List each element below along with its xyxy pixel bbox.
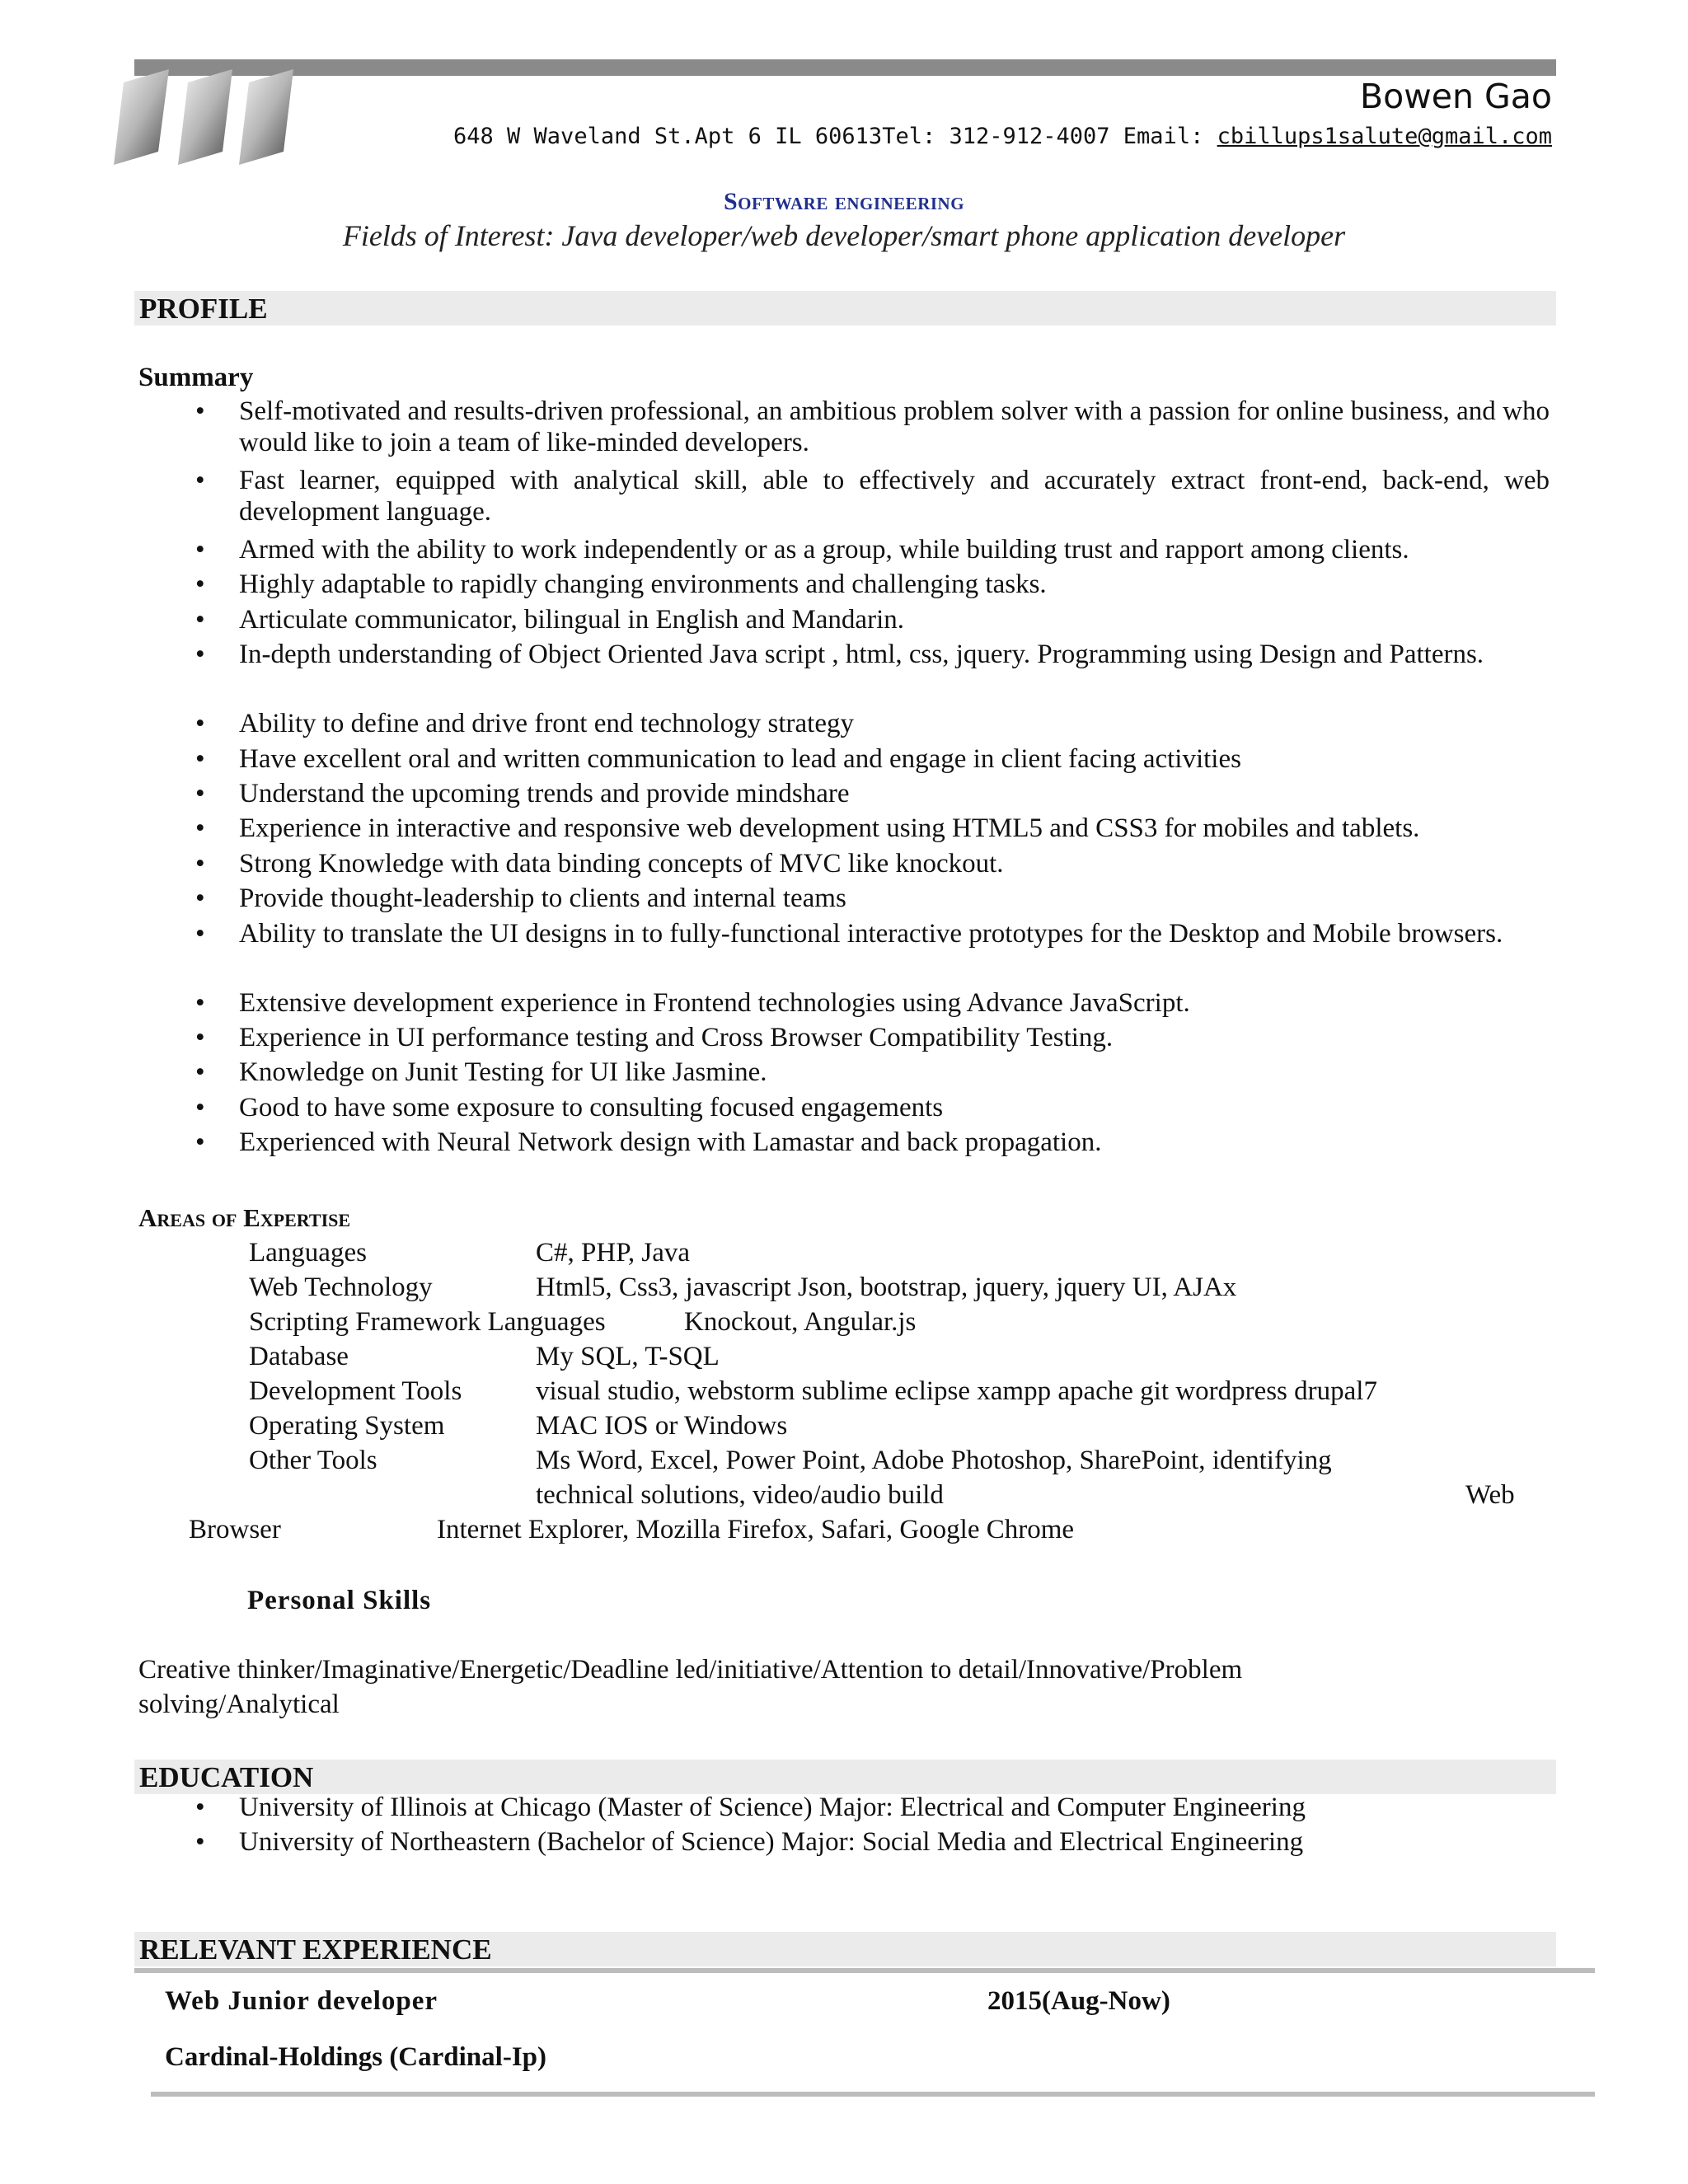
education-text: University of Northeastern (Bachelor of Science) Major: Social Media and Electrical Engineering — [239, 1827, 1304, 1857]
bullet-text: Have excellent oral and written communication to lead and engage in client facing activities — [239, 743, 1241, 774]
bullet-text: Armed with the ability to work independently or as a group, while building trust and rapport among clients. — [239, 535, 1409, 565]
bullet-text: Extensive development experience in Frontend technologies using Advance JavaScript. — [239, 987, 1190, 1018]
address-phone: 648 W Waveland St.Apt 6 IL 60613Tel: 312-912-4007 — [453, 124, 1110, 149]
other-tools-continuation: technical solutions, video/audio build — [536, 1480, 944, 1510]
bullet-dot: • — [195, 396, 205, 426]
bullet-text: Self-motivated and results-driven professional, an ambitious problem solver with a passion for online business, and who would like to join a team of like-minded developers. — [239, 396, 1550, 457]
section-experience — [134, 1932, 1556, 1966]
expertise-label: Languages — [249, 1238, 367, 1268]
expertise-value: My SQL, T-SQL — [536, 1342, 720, 1371]
expertise-value: Knockout, Angular.js — [684, 1307, 917, 1337]
bullet-dot: • — [195, 604, 205, 635]
bullet-text: Ability to translate the UI designs in to fully-functional interactive prototypes for the Desktop and Mobile browsers. — [239, 918, 1503, 949]
bullet-dot: • — [195, 779, 205, 808]
bullet-dot: • — [195, 918, 205, 949]
expertise-label: Database — [249, 1342, 349, 1371]
bullet-text: Experience in UI performance testing and Cross Browser Compatibility Testing. — [239, 1023, 1114, 1052]
bullet-dot: • — [195, 1827, 205, 1857]
bullet-dot: • — [195, 535, 205, 565]
education-text: University of Illinois at Chicago (Master of Science) Major: Electrical and Computer Engineering — [239, 1793, 1306, 1822]
bullet-text: Good to have some exposure to consulting focused engagements — [239, 1092, 944, 1122]
header-rule — [134, 59, 1556, 76]
bullet-dot: • — [195, 466, 205, 495]
section-heading: RELEVANT EXPERIENCE — [139, 1933, 492, 1966]
personal-skills-line-1: Creative thinker/Imaginative/Energetic/Deadline led/initiative/Attention to detail/Innovative/Problem — [138, 1655, 1243, 1685]
email-label: Email: — [1123, 124, 1204, 149]
bullet-text: Experienced with Neural Network design with Lamastar and back propagation. — [239, 1127, 1102, 1158]
bullet-dot: • — [195, 1092, 205, 1122]
bullet-dot: • — [195, 1057, 205, 1088]
bullet-text: Understand the upcoming trends and provide mindshare — [239, 779, 850, 808]
bullet-dot: • — [195, 987, 205, 1018]
bullet-text: In-depth understanding of Object Oriented Java script , html, css, jquery. Programming using Design and Patterns. — [239, 640, 1484, 670]
bullet-dot: • — [195, 848, 205, 879]
email-link[interactable]: cbillups1salute@gmail.com — [1217, 124, 1552, 149]
personal-skills-line-2: solving/Analytical — [138, 1690, 340, 1719]
logo-graphic — [107, 59, 338, 166]
expertise-value: visual studio, webstorm sublime eclipse xampp apache git wordpress drupal7 — [536, 1376, 1377, 1406]
fields-of-interest: Fields of Interest: Java developer/web developer/smart phone application developer — [342, 219, 1346, 252]
section-profile — [134, 291, 1556, 326]
expertise-value: Html5, Css3, javascript Json, bootstrap, jquery, jquery UI, AJAx — [536, 1272, 1237, 1302]
bullet-text: Highly adaptable to rapidly changing environments and challenging tasks. — [239, 569, 1047, 600]
personal-skills-heading: Personal Skills — [247, 1586, 432, 1615]
bullet-text: Strong Knowledge with data binding concepts of MVC like knockout. — [239, 848, 1004, 879]
web-word: Web — [1465, 1480, 1515, 1510]
section-heading: PROFILE — [139, 293, 268, 325]
bullet-text: Provide thought-leadership to clients and internal teams — [239, 883, 846, 914]
bullet-dot: • — [195, 640, 205, 670]
bullet-text: Ability to define and drive front end technology strategy — [239, 709, 854, 739]
contact-line — [453, 124, 1552, 149]
bullet-dot: • — [195, 813, 205, 844]
browser-value: Internet Explorer, Mozilla Firefox, Safari, Google Chrome — [437, 1515, 1075, 1544]
expertise-label: Development Tools — [249, 1376, 462, 1406]
bullet-dot: • — [195, 1793, 205, 1822]
section-heading: EDUCATION — [139, 1761, 314, 1793]
bullet-dot: • — [195, 569, 205, 600]
experience-rule-bottom — [151, 2092, 1595, 2097]
expertise-label: Scripting Framework Languages — [249, 1307, 606, 1337]
job-dates: 2015(Aug-Now) — [987, 1986, 1170, 2016]
expertise-value: MAC IOS or Windows — [536, 1411, 788, 1441]
bullet-dot: • — [195, 743, 205, 774]
expertise-heading: Areas of Expertise — [138, 1203, 351, 1232]
candidate-name: Bowen Gao — [1360, 77, 1552, 116]
expertise-value: C#, PHP, Java — [536, 1238, 691, 1268]
expertise-label: Operating System — [249, 1411, 445, 1441]
expertise-label: Other Tools — [249, 1446, 377, 1475]
bullet-text: Experience in interactive and responsive web development using HTML5 and CSS3 for mobiles and tablets. — [239, 813, 1420, 844]
company-name: Cardinal-Holdings (Cardinal-Ip) — [165, 2042, 546, 2072]
browser-label: Browser — [189, 1515, 281, 1544]
expertise-label: Web Technology — [249, 1272, 433, 1302]
role-title: Software engineering — [723, 188, 965, 215]
bullet-dot: • — [195, 709, 205, 739]
bullet-dot: • — [195, 1023, 205, 1052]
bullet-text: Fast learner, equipped with analytical skill, able to effectively and accurately extract front-end, back-end, web development language. — [239, 466, 1550, 527]
bullet-dot: • — [195, 1127, 205, 1158]
bullet-text: Knowledge on Junit Testing for UI like Jasmine. — [239, 1057, 767, 1088]
bullet-dot: • — [195, 883, 205, 914]
expertise-value: Ms Word, Excel, Power Point, Adobe Photoshop, SharePoint, identifying — [536, 1446, 1332, 1475]
experience-rule-top — [134, 1968, 1595, 1973]
bullet-text: Articulate communicator, bilingual in English and Mandarin. — [239, 604, 904, 635]
section-education — [134, 1760, 1556, 1794]
summary-title: Summary — [138, 363, 254, 392]
job-title: Web Junior developer — [165, 1986, 438, 2016]
